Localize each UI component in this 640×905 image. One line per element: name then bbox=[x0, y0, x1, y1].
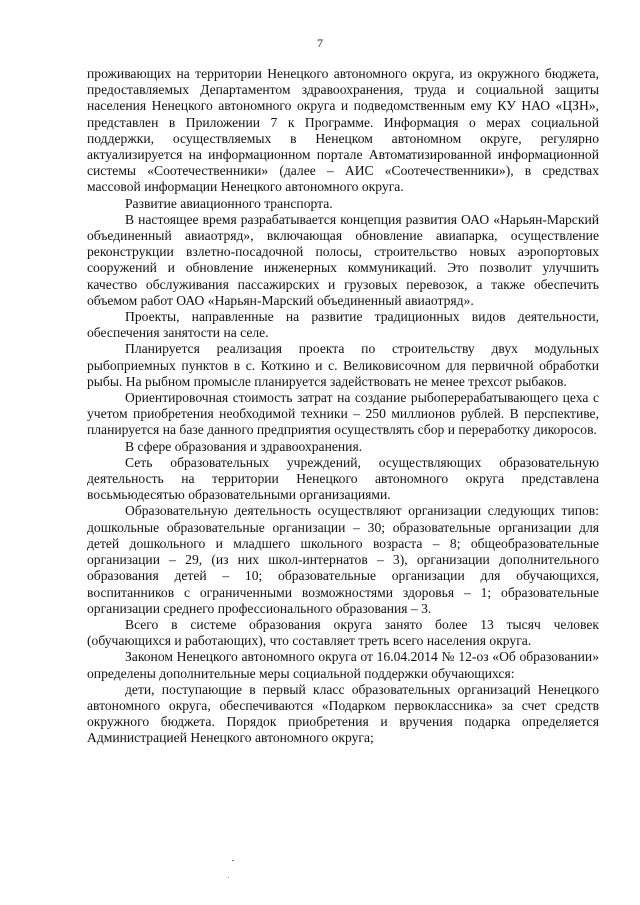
paragraph-first-grader-gift: дети, поступающие в первый класс образовательных организаций Ненецкого автономного округа, обеспечиваются «Подарком первоклассника» за счет средств окружного бюджета. Порядок приобретения и вручения подарка определяется Администрацией Ненецкого автономного округа; bbox=[87, 681, 599, 746]
paragraph-aviation-heading: Развитие авиационного транспорта. bbox=[125, 195, 333, 211]
paragraph-education-heading: В сфере образования и здравоохранения. bbox=[125, 438, 363, 454]
paragraph-education-network: Сеть образовательных учреждений, осуществляющих образовательную деятельность на территории Ненецкого автономного округа представлена восьмьюдесятью образовательными организациями. bbox=[87, 454, 599, 503]
page-number: 7 bbox=[317, 36, 323, 50]
paragraph-aviation-concept: В настоящее время разрабатывается концепция развития ОАО «Нарьян-Марский объединенный авиаотряд», включающая обновление авиапарка, осуществление реконструкции взлетно-посадочной полосы, строительство новых аэропортовых сооружений и обновление инженерных коммуникаций. Это позволит улучшить качество обслуживания пассажирских и грузовых перевозок, а также обеспечить объемом работ ОАО «Нарьян-Марский объединенный авиаотряд». bbox=[87, 211, 599, 308]
paragraph-education-employment: Всего в системе образования округа занято более 13 тысяч человек (обучающихся и работающих), что составляет треть всего населения округа. bbox=[87, 616, 599, 649]
paragraph-education-law: Законом Ненецкого автономного округа от 16.04.2014 № 12-оз «Об образовании» определены дополнительные меры социальной поддержки обучающихся: bbox=[87, 649, 599, 681]
paragraph-education-types: Образовательную деятельность осуществляют организации следующих типов: дошкольные образовательные организации – 30; образовательные организации для детей дошкольного и младшего школьного возраста – 8; общеобразовательные организации – 29, (из них школ-интернатов – 3), организации дополнительного образования детей – 10; образовательные организации для обучающихся, воспитанников с ограниченными возможностями здоровья – 1; образовательные организации среднего профессионального образования – 3. bbox=[87, 503, 599, 616]
paragraph-fish-processing-points: Планируется реализация проекта по строительству двух модульных рыбоприемных пунктов в с. Коткино и с. Великовисочном для первичной обработки рыбы. На рыбном промысле планируется задействовать не менее трехсот рыбаков. bbox=[87, 341, 599, 389]
paragraph-fish-plant-cost: Ориентировочная стоимость затрат на создание рыбоперерабатывающего цеха с учетом приобретения необходимой техники – 250 миллионов рублей. В перспективе, планируется на базе данного предприятия осуществлять сбор и переработку дикоросов. bbox=[87, 390, 599, 438]
paragraph-social-support-info: проживающих на территории Ненецкого автономного округа, из окружного бюджета, предоставляемых Департаментом здравоохранения, труда и социальной защиты населения Ненецкого автономного округа и подведомственным ему КУ НАО «ЦЗН», представлен в Приложении 7 к Программе. Информация о мерах социальной поддержки, осуществляемых в Ненецком автономном округе, регулярно актуализируется на информационном портале Автоматизированной информационной системы «Соотечественники» (далее – АИС «Соотечественники»), в средствах массовой информации Ненецкого автономного округа. bbox=[87, 66, 599, 195]
paragraph-traditional-activities-heading: Проекты, направленные на развитие традиционных видов деятельности, обеспечения занятости на селе. bbox=[87, 309, 599, 341]
